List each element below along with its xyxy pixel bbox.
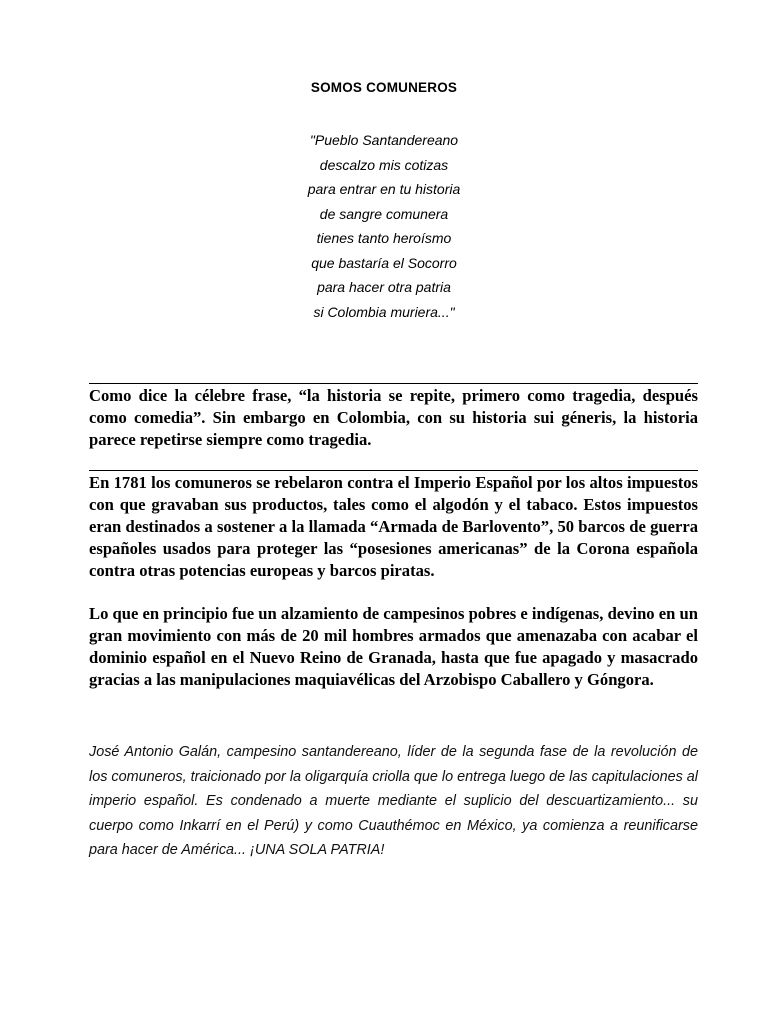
body-paragraph: En 1781 los comuneros se rebelaron contra el Imperio Español por los altos impuestos con que gravaban sus productos, tales como el algodón y el tabaco. Estos impuestos eran destinados a sostener a la llamada “Armada de Barlovento”, 50 barcos de guerra españoles usados para proteger las “posesiones americanas” de la Corona española contra otras potencias europeas y barcos piratas. <box>89 473 698 580</box>
paragraph-divider <box>89 383 698 384</box>
paragraph-divider <box>89 470 698 471</box>
body-paragraph: Lo que en principio fue un alzamiento de campesinos pobres e indígenas, devino en un gran movimiento con más de 20 mil hombres armados que amenazaba con acabar el dominio español en el Nuevo Reino de Granada, hasta que fue apagado y masacrado gracias a las manipulaciones maquiavélicas del Arzobispo Caballero y Góngora. <box>89 604 698 689</box>
body-paragraph: Como dice la célebre frase, “la historia se repite, primero como tragedia, después como comedia”. Sin embargo en Colombia, con su historia sui géneris, la historia parece repetirse siempre como tragedia. <box>89 386 698 449</box>
poem-line: para entrar en tu historia <box>307 181 461 197</box>
poem-line: descalzo mis cotizas <box>319 156 449 173</box>
poem-line: que bastaría el Socorro <box>311 254 457 271</box>
document-title: SOMOS COMUNEROS <box>310 80 458 95</box>
poem-stanza <box>0 128 768 324</box>
poem-line: para hacer otra patria <box>317 279 451 295</box>
closing-note: José Antonio Galán, campesino santandereano, líder de la segunda fase de la revolución de los comuneros, traicionado por la oligarquía criolla que lo entrega luego de las capitulaciones al imperio español. Es condenado a muerte mediante el suplicio del descuartizamiento... su cuerpo como Inkarrí en el Perú) y como Cuauthémoc en México, ya comienza a reunificarse para hacer de América... ¡UNA SOLA PATRIA! <box>89 744 698 859</box>
poem-line: tienes tanto heroísmo <box>316 230 452 246</box>
poem-line: "Pueblo Santandereano <box>309 132 459 148</box>
poem-line: si Colombia muriera..." <box>313 303 455 320</box>
poem-line: de sangre comunera <box>319 205 449 222</box>
